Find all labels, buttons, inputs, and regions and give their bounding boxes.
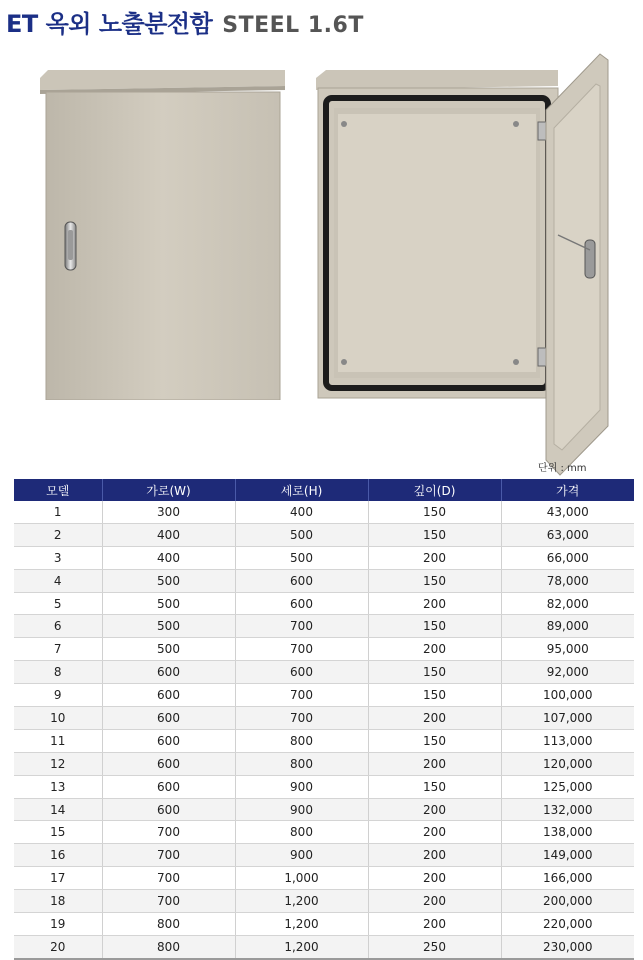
cell-model: 9 [14,684,102,707]
table-row [14,913,634,936]
cell-price: 113,000 [501,729,634,752]
cell-model: 17 [14,867,102,890]
cell-width: 400 [102,523,235,546]
cell-depth: 150 [368,684,501,707]
cell-price: 120,000 [501,752,634,775]
cell-height: 900 [235,775,368,798]
cell-height: 800 [235,821,368,844]
cell-model: 7 [14,638,102,661]
cell-price: 132,000 [501,798,634,821]
cell-model: 18 [14,890,102,913]
cell-depth: 200 [368,707,501,730]
cell-width: 600 [102,775,235,798]
cell-width: 700 [102,890,235,913]
cell-depth: 200 [368,546,501,569]
header-price: 가격 [501,479,634,501]
cell-width: 500 [102,615,235,638]
material-spec: STEEL 1.6T [222,13,364,38]
table-row [14,867,634,890]
table-row [14,661,634,684]
cell-height: 900 [235,798,368,821]
cell-height: 600 [235,592,368,615]
cell-model: 19 [14,913,102,936]
cell-width: 300 [102,501,235,523]
cell-height: 1,200 [235,890,368,913]
cell-height: 500 [235,546,368,569]
table-row [14,569,634,592]
page-title [6,4,364,40]
open-cabinet-image [310,50,615,480]
cell-model: 2 [14,523,102,546]
cell-price: 166,000 [501,867,634,890]
cell-height: 1,200 [235,935,368,958]
cell-model: 10 [14,707,102,730]
cell-depth: 150 [368,523,501,546]
cell-height: 1,000 [235,867,368,890]
cell-depth: 200 [368,752,501,775]
cell-model: 3 [14,546,102,569]
table-row [14,798,634,821]
cell-height: 900 [235,844,368,867]
cell-price: 43,000 [501,501,634,523]
table-row [14,501,634,523]
cell-depth: 200 [368,638,501,661]
cell-model: 20 [14,935,102,958]
table-row [14,546,634,569]
table-row [14,707,634,730]
cell-width: 600 [102,661,235,684]
cell-depth: 250 [368,935,501,958]
header-height: 세로(H) [235,479,368,501]
cell-model: 13 [14,775,102,798]
unit-note: 단위 : mm [538,463,587,474]
cell-depth: 150 [368,615,501,638]
cell-model: 14 [14,798,102,821]
cell-price: 149,000 [501,844,634,867]
cell-width: 500 [102,592,235,615]
header-model: 모델 [14,479,102,501]
cell-price: 100,000 [501,684,634,707]
cell-price: 92,000 [501,661,634,684]
cell-width: 600 [102,752,235,775]
cell-height: 800 [235,729,368,752]
cell-height: 700 [235,615,368,638]
table-row [14,523,634,546]
product-title: ET 옥외 노출분전함 [6,10,213,38]
cell-price: 125,000 [501,775,634,798]
cell-price: 66,000 [501,546,634,569]
cell-width: 500 [102,569,235,592]
cell-model: 4 [14,569,102,592]
cell-width: 700 [102,821,235,844]
cell-width: 600 [102,729,235,752]
cell-model: 6 [14,615,102,638]
cell-width: 600 [102,798,235,821]
cell-model: 5 [14,592,102,615]
cell-price: 200,000 [501,890,634,913]
cell-depth: 200 [368,867,501,890]
cell-model: 16 [14,844,102,867]
cell-depth: 200 [368,821,501,844]
cell-width: 500 [102,638,235,661]
table-row [14,890,634,913]
cell-price: 63,000 [501,523,634,546]
closed-cabinet-image [40,70,285,400]
cell-height: 700 [235,638,368,661]
cell-height: 700 [235,707,368,730]
cell-depth: 150 [368,775,501,798]
cell-height: 600 [235,661,368,684]
cell-height: 1,200 [235,913,368,936]
cell-width: 800 [102,913,235,936]
table-row [14,821,634,844]
cell-model: 11 [14,729,102,752]
table-row [14,729,634,752]
cell-depth: 150 [368,729,501,752]
cell-height: 800 [235,752,368,775]
cell-width: 600 [102,684,235,707]
cell-width: 600 [102,707,235,730]
cell-price: 89,000 [501,615,634,638]
cell-depth: 150 [368,569,501,592]
header-width: 가로(W) [102,479,235,501]
table-row [14,615,634,638]
cell-depth: 150 [368,501,501,523]
cell-width: 700 [102,867,235,890]
header-depth: 깊이(D) [368,479,501,501]
cell-depth: 200 [368,592,501,615]
table-row [14,684,634,707]
table-row [14,638,634,661]
cell-depth: 200 [368,913,501,936]
cell-depth: 200 [368,844,501,867]
cell-price: 220,000 [501,913,634,936]
cell-price: 107,000 [501,707,634,730]
cell-model: 15 [14,821,102,844]
cell-model: 12 [14,752,102,775]
cell-price: 82,000 [501,592,634,615]
cell-price: 138,000 [501,821,634,844]
table-row [14,752,634,775]
cell-height: 600 [235,569,368,592]
cell-height: 500 [235,523,368,546]
cell-width: 800 [102,935,235,958]
cell-model: 1 [14,501,102,523]
cell-depth: 200 [368,798,501,821]
cell-depth: 200 [368,890,501,913]
cell-height: 700 [235,684,368,707]
cell-model: 8 [14,661,102,684]
cell-price: 230,000 [501,935,634,958]
table-header-row [14,479,634,501]
spec-table [14,479,634,960]
table-row [14,844,634,867]
table-row [14,775,634,798]
cell-width: 400 [102,546,235,569]
table-row [14,935,634,958]
cell-width: 700 [102,844,235,867]
cell-price: 78,000 [501,569,634,592]
cell-depth: 150 [368,661,501,684]
cell-price: 95,000 [501,638,634,661]
cell-height: 400 [235,501,368,523]
table-row [14,592,634,615]
